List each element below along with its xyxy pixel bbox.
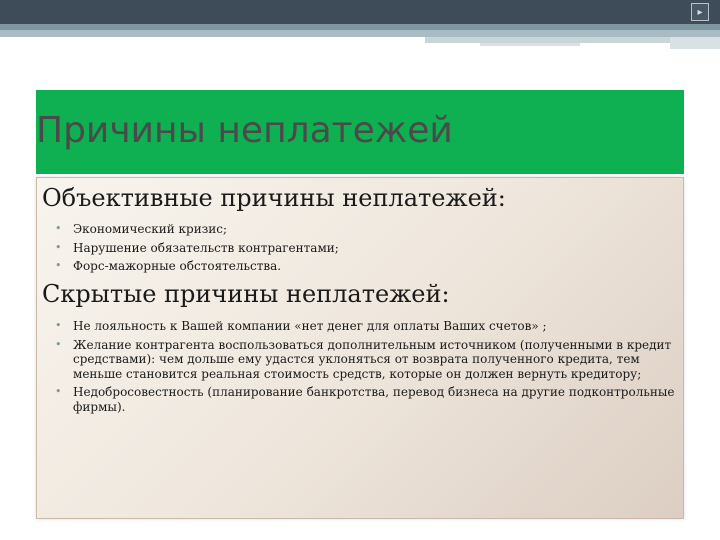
slide-title: Причины неплатежей [36, 110, 453, 151]
list-item-text: Нарушение обязательств контрагентами; [73, 240, 339, 255]
bullet-icon: • [55, 222, 62, 235]
list-item-text: Желание контрагента воспользоваться дополнительным источником (полученными в кредит средствами): чем дольше ему удастся уклоняться от возврата полученного кредита, тем меньше становится реальная стоимость средств, которые он должен вернуть кредитору; [73, 337, 672, 381]
list-item [37, 222, 677, 237]
play-arrow-icon[interactable]: ▸ [691, 3, 709, 21]
bullet-icon: • [55, 259, 62, 272]
list-item-text: Недобросовестность (планирование банкротства, перевод бизнеса на другие подконтрольные фирмы). [73, 385, 675, 414]
bullet-list [37, 222, 677, 278]
list-item-text: Форс-мажорные обстоятельства. [73, 259, 282, 273]
decor-stripe [670, 37, 720, 49]
bullet-icon: • [55, 337, 62, 351]
top-bar [0, 0, 720, 24]
list-item [37, 259, 677, 274]
list-item-text: Не лояльность к Вашей компании «нет денег для оплаты Ваших счетов» ; [73, 319, 547, 333]
list-item [37, 338, 677, 382]
bullet-icon: • [55, 240, 62, 254]
section-heading: Скрытые причины неплатежей: [42, 280, 450, 308]
list-item [37, 241, 677, 256]
title-band [36, 90, 684, 174]
list-item-text: Экономический кризис; [73, 222, 228, 236]
section-heading: Объективные причины неплатежей: [42, 184, 506, 212]
decor-stripe [480, 43, 580, 46]
list-item [37, 385, 677, 414]
content-box [36, 177, 684, 519]
list-item [37, 319, 677, 334]
bullet-list [37, 319, 677, 418]
bullet-icon: • [55, 319, 62, 332]
bullet-icon: • [55, 385, 62, 398]
decor-stripe [0, 30, 720, 37]
